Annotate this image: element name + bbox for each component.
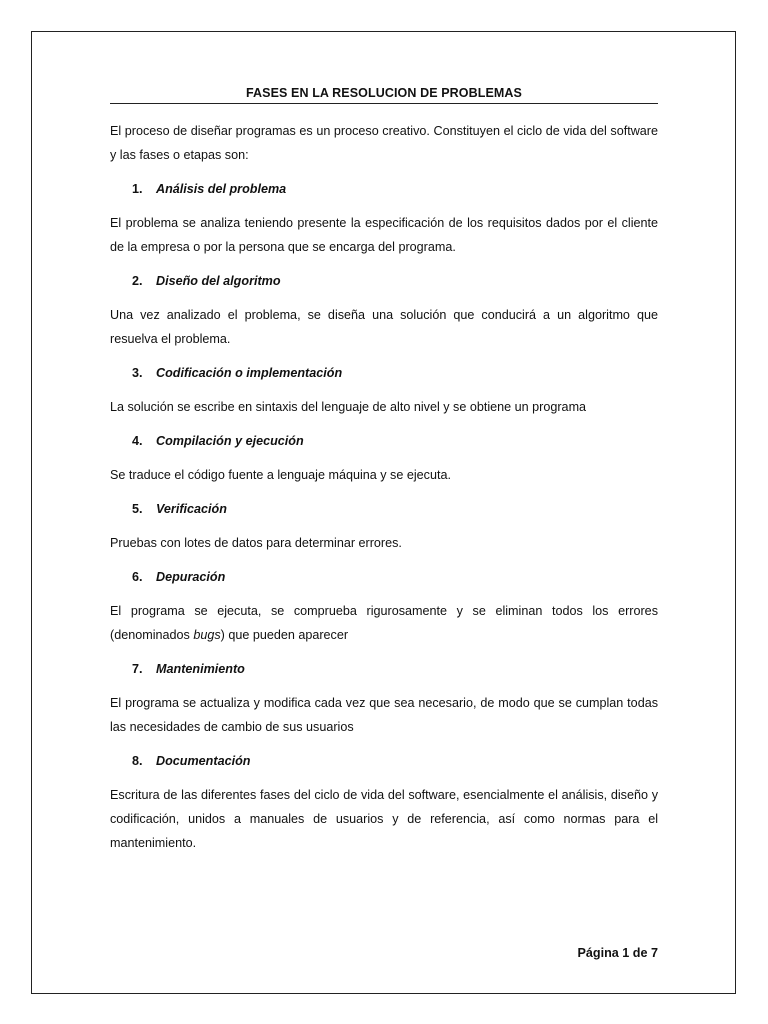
section-title: Diseño del algoritmo — [156, 274, 281, 288]
section-number: 5. — [132, 502, 143, 516]
page-number — [577, 946, 658, 960]
section-heading-documentacion — [110, 749, 658, 773]
section-paragraph-codificacion: La solución se escribe en sintaxis del lenguaje de alto nivel y se obtiene un programa — [110, 400, 587, 414]
section-paragraph-documentacion: Escritura de las diferentes fases del ciclo de vida del software, esencialmente el análisis, diseño y codificación, unidos a manuales de usuarios y de referencia, así como normas para el mantenimiento. — [110, 788, 658, 850]
section-title: Depuración — [156, 570, 226, 584]
section-heading-codificacion — [110, 361, 658, 385]
section-heading-depuracion — [110, 565, 658, 589]
emphasis-bugs: bugs — [193, 628, 221, 642]
section-heading-analisis — [110, 177, 658, 201]
section-heading-mantenimiento — [110, 657, 658, 681]
page-of: de — [632, 946, 648, 960]
section-title: Codificación o implementación — [156, 366, 343, 380]
section-title: Compilación y ejecución — [156, 434, 304, 448]
document-title: FASES EN LA RESOLUCION DE PROBLEMAS — [110, 86, 658, 104]
page-current: 1 — [622, 946, 630, 960]
section-heading-verificacion — [110, 497, 658, 521]
page-total: 7 — [650, 946, 658, 960]
intro-paragraph: El proceso de diseñar programas es un proceso creativo. Constituyen el ciclo de vida del software y las fases o etapas son: — [110, 124, 658, 162]
section-paragraph-compilacion: Se traduce el código fuente a lenguaje máquina y se ejecuta. — [110, 468, 451, 482]
section-number: 6. — [132, 570, 143, 584]
section-paragraph-depuracion — [110, 599, 658, 647]
document-body — [110, 86, 658, 865]
page-label: Página — [577, 946, 619, 960]
section-heading-diseno — [110, 269, 658, 293]
section-number: 2. — [132, 274, 143, 288]
section-number: 1. — [132, 182, 143, 196]
section-number: 7. — [132, 662, 143, 676]
section-title: Documentación — [156, 754, 251, 768]
paragraph-text: ) que pueden aparecer — [220, 628, 349, 642]
section-number: 4. — [132, 434, 143, 448]
section-title: Mantenimiento — [156, 662, 245, 676]
section-heading-compilacion — [110, 429, 658, 453]
section-title: Verificación — [156, 502, 227, 516]
section-number: 3. — [132, 366, 143, 380]
section-title: Análisis del problema — [156, 182, 287, 196]
section-paragraph-diseno: Una vez analizado el problema, se diseña una solución que conducirá a un algoritmo que resuelva el problema. — [110, 308, 658, 346]
paragraph-text: El programa se ejecuta, se comprueba rigurosamente y se eliminan todos los errores (denominados — [110, 604, 658, 642]
section-paragraph-analisis: El problema se analiza teniendo presente la especificación de los requisitos dados por el cliente de la empresa o por la persona que se encarga del programa. — [110, 216, 658, 254]
section-number: 8. — [132, 754, 143, 768]
section-paragraph-mantenimiento: El programa se actualiza y modifica cada vez que sea necesario, de modo que se cumplan todas las necesidades de cambio de sus usuarios — [110, 696, 658, 734]
section-paragraph-verificacion: Pruebas con lotes de datos para determinar errores. — [110, 536, 402, 550]
